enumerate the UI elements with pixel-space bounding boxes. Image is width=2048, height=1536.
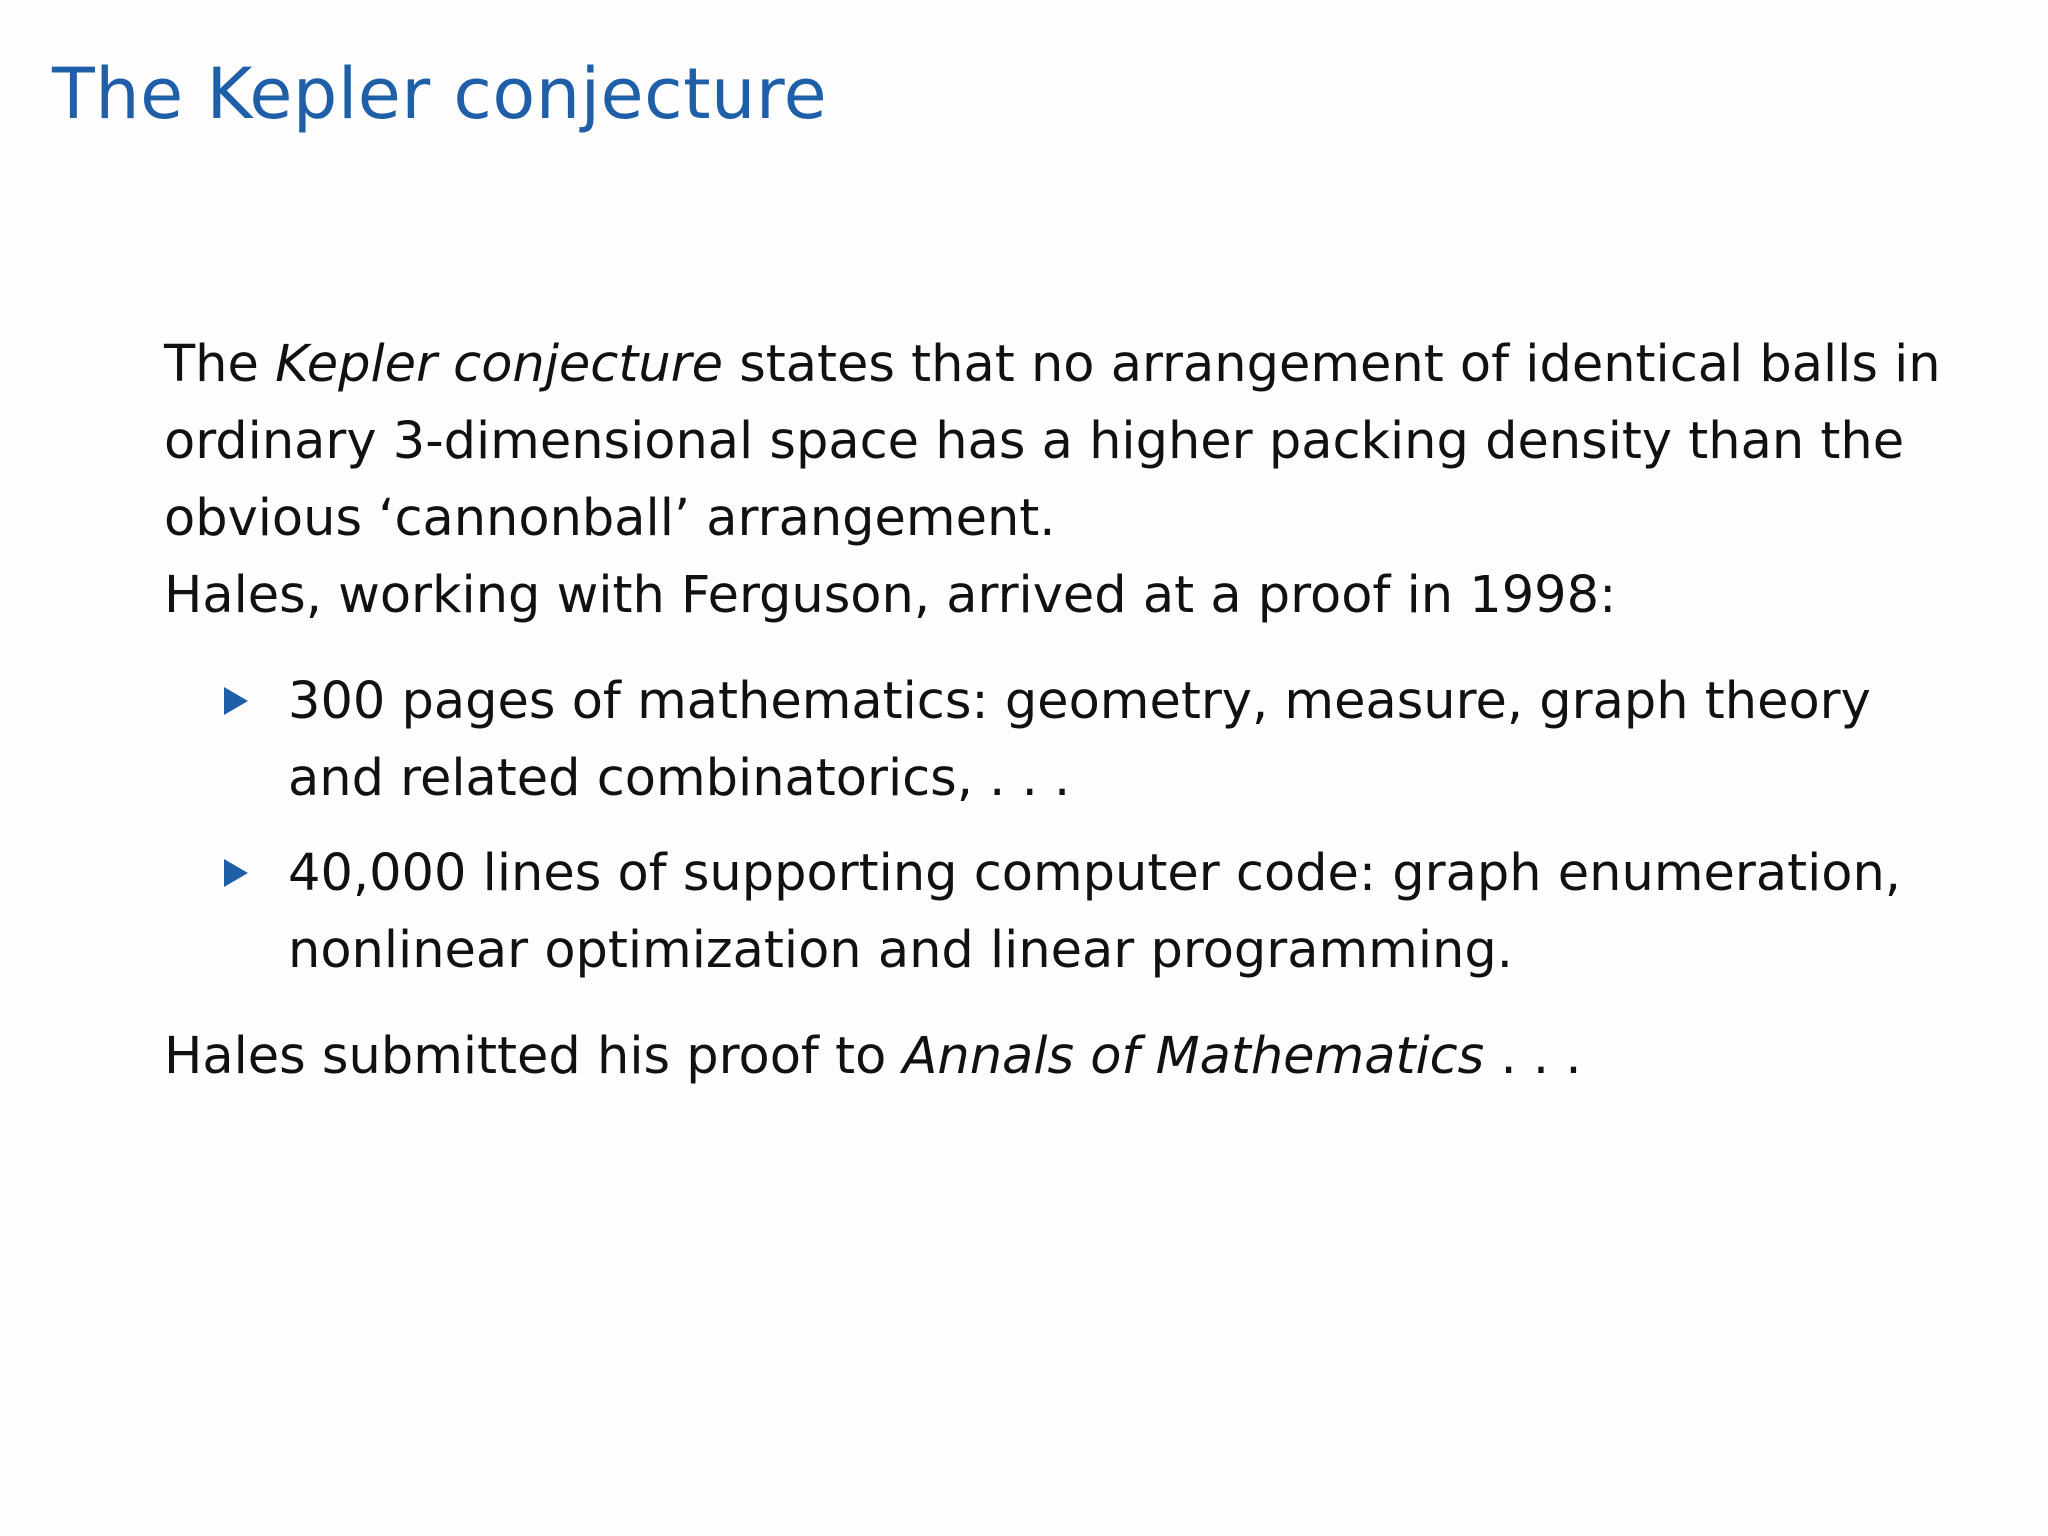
- intro-rest: states that no arrangement of identical balls in ordinary 3-dimensional space has a higher packing density than the obvious ‘cannonball’ arrangement.: [164, 335, 1941, 548]
- slide-body: [164, 326, 1944, 1095]
- intro-emphasis: Kepler conjecture: [275, 335, 723, 394]
- slide-title: The Kepler conjecture: [52, 53, 828, 135]
- intro-paragraph: [164, 326, 1944, 557]
- list-item-text: 40,000 lines of supporting computer code: graph enumeration, nonlinear optimization and linear programming.: [288, 844, 1901, 980]
- list-item: [164, 835, 1944, 989]
- list-item-text: 300 pages of mathematics: geometry, measure, graph theory and related combinatorics, . . .: [288, 672, 1871, 808]
- intro-lead: The: [164, 335, 276, 394]
- closing-paragraph: [164, 1018, 1944, 1095]
- closing-lead: Hales submitted his proof to: [164, 1027, 903, 1086]
- closing-emphasis: Annals of Mathematics: [902, 1027, 1485, 1086]
- triangle-bullet-icon: [224, 859, 248, 887]
- hales-paragraph: Hales, working with Ferguson, arrived at a proof in 1998:: [164, 566, 1617, 625]
- triangle-bullet-icon: [224, 687, 248, 715]
- bullet-list: [164, 663, 1944, 989]
- closing-rest: . . .: [1484, 1027, 1582, 1086]
- list-item: [164, 663, 1944, 817]
